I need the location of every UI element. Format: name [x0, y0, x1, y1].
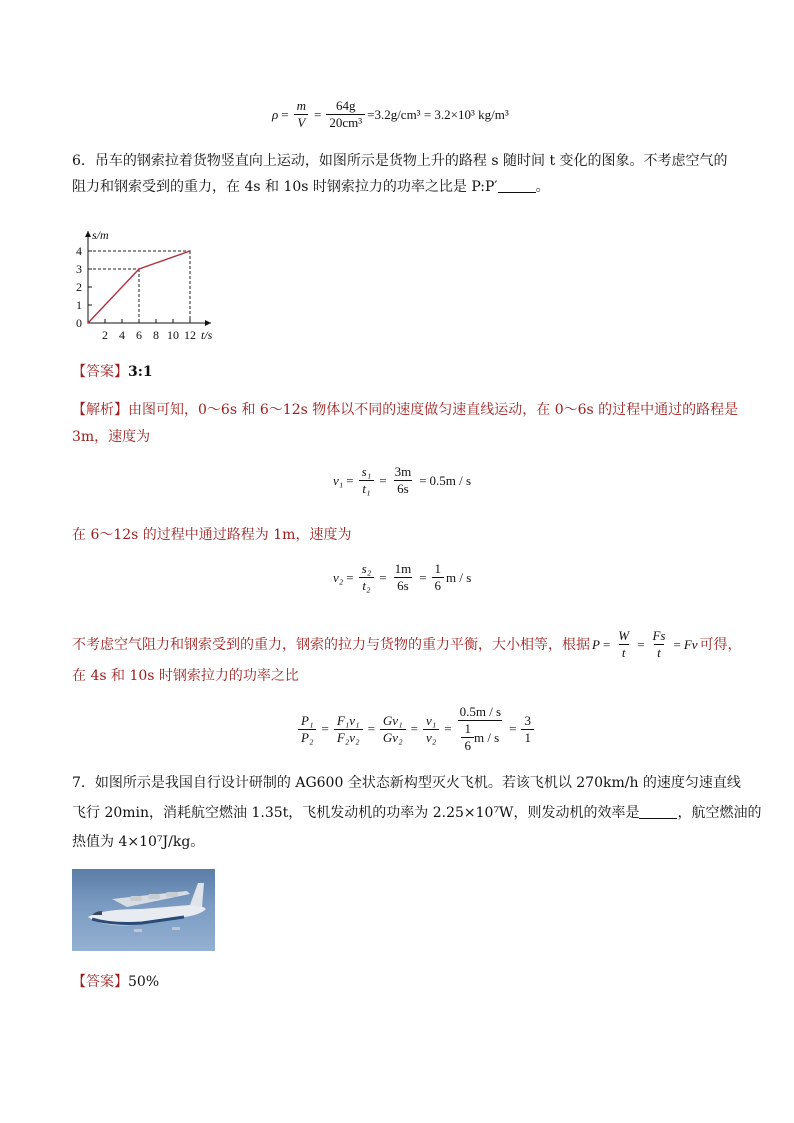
q6-answer-value: 3:1: [128, 364, 153, 380]
velocity1-formula: v₁ = $\frac{\text{s₁}}{\text{t₁}}$ = $\frac{3m}{6s}$ = 0.5m / s: [333, 464, 472, 496]
y-tick-label: 2: [76, 280, 82, 294]
x-tick-label: 10: [167, 328, 179, 342]
x-tick-label: 12: [184, 328, 196, 342]
density-formula: ρ = $\frac{m}{V}$ = $\frac{64g}{\text{20cm³}}$ =3.2g/cm³ = 3.2×10³ kg/m³: [272, 98, 509, 130]
answer-blank: [498, 178, 536, 193]
y-tick-label: 4: [76, 244, 82, 258]
q6-analysis-line1: 【解析】由图可知，0～6s 和 6～12s 物体以不同的速度做匀速直线运动，在 0～6s 的过程中通过的路程是: [72, 402, 739, 418]
y-tick-label: 0: [76, 316, 82, 330]
q6-answer: 【答案】3:1: [72, 364, 153, 380]
data-point: [189, 250, 191, 252]
x-axis-label: t/s: [201, 328, 213, 342]
y-tick-label: 1: [76, 298, 82, 312]
q6-analysis-line2: 3m，速度为: [72, 429, 151, 445]
airplane-photo: [72, 869, 215, 951]
q7-text-line2: 飞行 20min，消耗航空燃油 1.35t，飞机发动机的功率为 2.25×10⁷W，则发动机的效率是 ，航空燃油的: [72, 805, 762, 821]
airplane-icon: [72, 869, 215, 951]
x-tick-label: 2: [102, 328, 108, 342]
y-axis-label: s/m: [92, 228, 109, 242]
x-axis-arrow: [205, 320, 211, 326]
distance-time-chart: [70, 212, 240, 347]
y-tick-label: 3: [76, 262, 82, 276]
q6-text-line1: 6．吊车的钢索拉着货物竖直向上运动，如图所示是货物上升的路程 s 随时间 t 变化的图象。不考虑空气的: [72, 153, 728, 169]
x-tick-label: 4: [119, 328, 125, 342]
q6-analysis-line5: 在 4s 和 10s 时钢索拉力的功率之比: [72, 668, 299, 684]
x-tick-label: 6: [136, 328, 142, 342]
x-tick-label: 8: [153, 328, 159, 342]
answer-blank: [639, 804, 677, 819]
data-point: [87, 322, 89, 324]
velocity2-formula: v₂ = $\frac{\text{s₂}}{\text{t₂}}$ = $\frac{1m}{6s}$ = $\frac{1}{6}$ m / s: [333, 561, 472, 593]
y-axis-arrow: [85, 231, 91, 237]
power-ratio-formula: $\frac{\text{P₁}}{\text{P₂}}$ = $\frac{\text{F₁v₁}}{\text{F₂v₂}}$ = $\frac{\text{Gv₁}}{\text{Gv₂}}$ = $\frac{\text{v₁}}{\text{v₂}}$ = 0.5m / s $\frac{1}{6}$ m / s = $\frac{3}{1}$: [296, 704, 536, 754]
q7-text-line1: 7．如图所示是我国自行设计研制的 AG600 全状态新构型灭火飞机。若该飞机以 270km/h 的速度匀速直线: [72, 775, 741, 791]
data-point: [138, 268, 140, 270]
q7-answer-value: 50%: [128, 974, 160, 990]
q6-text-line2: 阻力和钢索受到的重力，在 4s 和 10s 时钢索拉力的功率之比是 P:P′ 。: [72, 179, 550, 195]
q7-text-line3: 热值为 4×10⁷J/kg。: [72, 834, 205, 850]
q6-analysis-line3: 在 6～12s 的过程中通过路程为 1m，速度为: [72, 527, 352, 543]
q7-answer: 【答案】50%: [72, 974, 160, 990]
q6-analysis-line4: 不考虑空气阻力和钢索受到的重力，钢索的拉力与货物的重力平衡，大小相等，根据 P = $\frac{W}{t}$ = $\frac{Fs}{t}$ = Fv 可得，: [72, 628, 742, 660]
